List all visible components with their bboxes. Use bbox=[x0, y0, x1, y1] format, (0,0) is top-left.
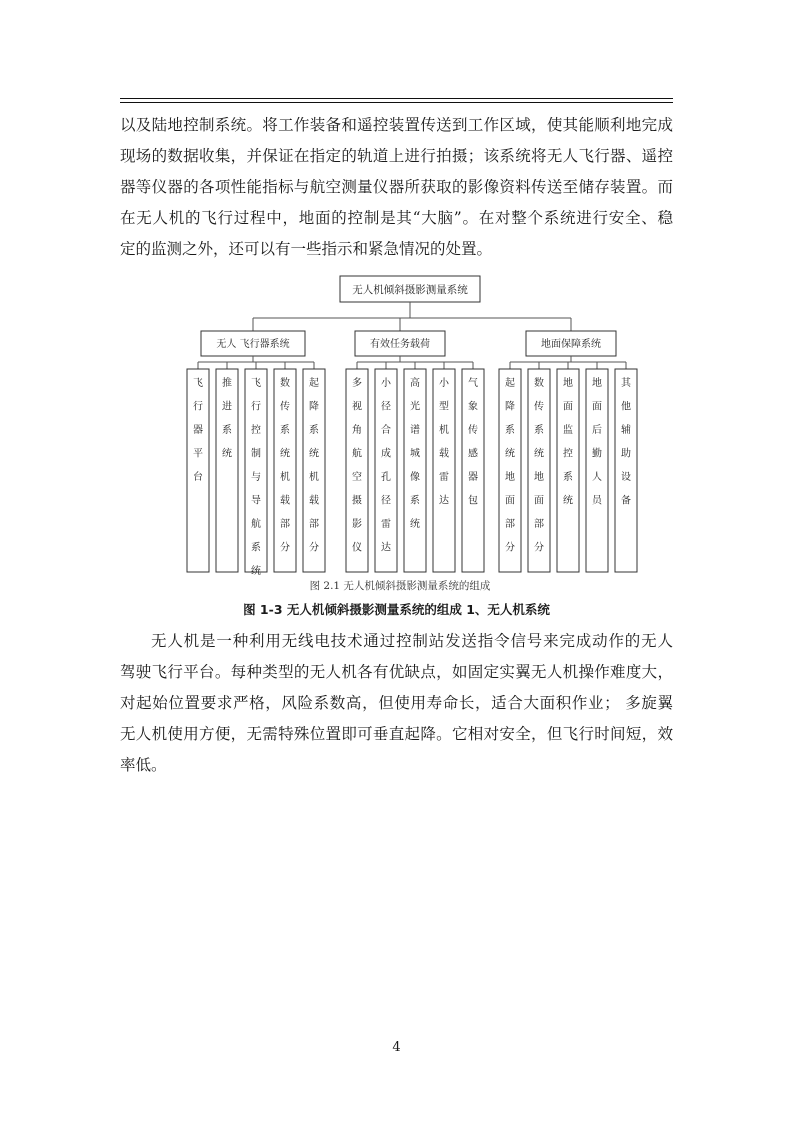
text-line: 无人机是一种利用无线电技术通过控制站发送指令信号来完成动作的无人 bbox=[151, 632, 673, 650]
leaf-label-char: 象 bbox=[468, 401, 478, 413]
leaf-label-char: 雷 bbox=[381, 519, 391, 530]
leaf-label-char: 制 bbox=[251, 448, 261, 460]
root-label: 无人机倾斜摄影测量系统 bbox=[352, 284, 468, 296]
leaf-label-char: 载 bbox=[439, 448, 449, 460]
leaf-label-char: 面 bbox=[534, 495, 544, 507]
leaf-label-char: 系 bbox=[410, 495, 420, 507]
leaf-label-char: 传 bbox=[534, 401, 544, 413]
leaf-label-char: 传 bbox=[468, 425, 478, 436]
leaf-label-char: 降 bbox=[309, 401, 319, 413]
leaf-label-char: 高 bbox=[410, 378, 420, 389]
leaf-label-char: 系 bbox=[280, 425, 290, 436]
leaf-label-char: 达 bbox=[439, 495, 449, 507]
text-line: 以及陆地控制系统。将工作装备和遥控装置传送到工作区域，使其能顺利地完成 bbox=[120, 116, 673, 134]
leaf-label-char: 系 bbox=[251, 542, 261, 554]
leaf-label-char: 传 bbox=[280, 401, 290, 413]
leaf-node bbox=[557, 369, 579, 572]
text-line: 器等仪器的各项性能指标与航空测量仪器所获取的影像资料传送至储存装置。而 bbox=[120, 178, 673, 196]
header-rule-bottom bbox=[120, 102, 673, 103]
leaf-label-char: 多 bbox=[352, 378, 362, 389]
leaf-label-char: 统 bbox=[251, 566, 261, 577]
text-line: 定的监测之外，还可以有一些指示和紧急情况的处置。 bbox=[120, 240, 493, 258]
group-label: 无人 飞行器系统 bbox=[216, 339, 290, 350]
leaf-label-char: 型 bbox=[439, 401, 449, 413]
leaf-label-char: 系 bbox=[534, 425, 544, 436]
leaf-label-char: 角 bbox=[352, 425, 362, 436]
text-line: 无人机使用方便，无需特殊位置即可垂直起降。它相对安全，但飞行时间短，效 bbox=[120, 725, 673, 743]
leaf-label-char: 数 bbox=[280, 378, 290, 389]
leaf-label-char: 视 bbox=[352, 401, 362, 413]
text-line: 现场的数据收集，并保证在指定的轨道上进行拍摄；该系统将无人飞行器、遥控 bbox=[120, 147, 673, 165]
leaf-label-char: 雷 bbox=[439, 472, 449, 483]
intro-paragraph bbox=[120, 110, 673, 265]
leaf-label-char: 面 bbox=[505, 495, 515, 507]
leaf-label-char: 面 bbox=[592, 401, 602, 413]
leaf-label-char: 包 bbox=[468, 495, 478, 507]
leaf-label-char: 影 bbox=[352, 519, 362, 530]
leaf-label-char: 感 bbox=[468, 448, 478, 460]
leaf-label-char: 小 bbox=[381, 378, 391, 389]
leaf-label-char: 统 bbox=[309, 448, 319, 460]
leaf-label-char: 载 bbox=[280, 495, 290, 507]
leaf-label-char: 统 bbox=[280, 448, 290, 460]
text-line: 率低。 bbox=[120, 756, 167, 774]
leaf-label-char: 面 bbox=[563, 401, 573, 413]
text-line: 驾驶飞行平台。每种类型的无人机各有优缺点，如固定实翼无人机操作难度大， bbox=[120, 663, 673, 681]
leaf-label-char: 航 bbox=[352, 448, 362, 460]
leaf-label-char: 系 bbox=[222, 425, 232, 436]
leaf-label-char: 人 bbox=[592, 472, 602, 483]
leaf-label-char: 分 bbox=[505, 542, 515, 554]
header-rule-top bbox=[120, 98, 673, 99]
group-label: 有效任务载荷 bbox=[370, 339, 430, 350]
page-number: 4 bbox=[392, 1040, 401, 1055]
leaf-label-char: 控 bbox=[563, 448, 573, 460]
leaf-label-char: 地 bbox=[563, 378, 573, 389]
leaf-label-char: 器 bbox=[468, 472, 478, 483]
leaf-label-char: 行 bbox=[251, 401, 261, 413]
leaf-label-char: 辅 bbox=[621, 425, 631, 436]
figure-caption: 图 1-3 无人机倾斜摄影测量系统的组成 1、无人机系统 bbox=[243, 602, 550, 617]
leaf-label-char: 成 bbox=[381, 448, 391, 460]
leaf-label-char: 监 bbox=[563, 425, 573, 436]
text-line: 对起始位置要求严格，风险系数高，但使用寿命长，适合大面积作业； 多旋翼 bbox=[120, 694, 673, 712]
leaf-label-char: 合 bbox=[381, 425, 391, 436]
leaf-label-char: 达 bbox=[381, 542, 391, 554]
leaf-label-char: 地 bbox=[505, 472, 515, 483]
system-composition-diagram bbox=[180, 276, 631, 594]
leaf-label-char: 统 bbox=[410, 519, 420, 530]
leaf-label-char: 部 bbox=[534, 519, 544, 530]
leaf-label-char: 进 bbox=[222, 401, 232, 413]
leaf-label-char: 助 bbox=[621, 448, 631, 460]
diagram-inner-caption: 图 2.1 无人机倾斜摄影测量系统的组成 bbox=[309, 580, 491, 592]
leaf-label-char: 机 bbox=[439, 425, 449, 436]
leaf-label-char: 飞 bbox=[251, 378, 261, 389]
leaf-label-char: 推 bbox=[222, 378, 232, 389]
leaf-label-char: 部 bbox=[280, 519, 290, 530]
leaf-node bbox=[404, 369, 426, 572]
leaf-label-char: 摄 bbox=[352, 495, 362, 507]
group-label: 地面保障系统 bbox=[541, 339, 601, 350]
leaf-label-char: 勤 bbox=[592, 448, 602, 460]
leaf-label-char: 台 bbox=[193, 472, 203, 483]
leaf-label-char: 统 bbox=[505, 448, 515, 460]
leaf-label-char: 起 bbox=[505, 378, 515, 389]
leaf-node bbox=[187, 369, 209, 572]
leaf-label-char: 机 bbox=[309, 472, 319, 483]
leaf-label-char: 备 bbox=[621, 495, 631, 507]
leaf-label-char: 谱 bbox=[410, 425, 420, 436]
leaf-label-char: 小 bbox=[439, 378, 449, 389]
leaf-label-char: 径 bbox=[381, 495, 391, 507]
leaf-label-char: 统 bbox=[534, 448, 544, 460]
leaf-label-char: 其 bbox=[621, 378, 631, 389]
leaf-node bbox=[462, 369, 484, 572]
leaf-node bbox=[433, 369, 455, 572]
leaf-label-char: 与 bbox=[251, 472, 261, 483]
leaf-label-char: 数 bbox=[534, 378, 544, 389]
leaf-label-char: 降 bbox=[505, 401, 515, 413]
leaf-label-char: 分 bbox=[280, 542, 290, 554]
leaf-label-char: 控 bbox=[251, 425, 261, 436]
leaf-label-char: 地 bbox=[592, 378, 602, 389]
leaf-label-char: 器 bbox=[193, 425, 203, 436]
leaf-label-char: 系 bbox=[505, 425, 515, 436]
leaf-label-char: 导 bbox=[251, 495, 261, 507]
leaf-label-char: 机 bbox=[280, 472, 290, 483]
leaf-label-char: 航 bbox=[251, 519, 261, 530]
leaf-label-char: 平 bbox=[193, 448, 203, 460]
leaf-node bbox=[586, 369, 608, 572]
leaf-label-char: 系 bbox=[563, 472, 573, 483]
leaf-label-char: 径 bbox=[381, 401, 391, 413]
leaf-label-char: 分 bbox=[534, 542, 544, 554]
leaf-label-char: 载 bbox=[309, 495, 319, 507]
leaf-label-char: 他 bbox=[621, 401, 631, 413]
leaf-label-char: 仪 bbox=[352, 542, 362, 554]
leaf-label-char: 设 bbox=[621, 472, 631, 483]
leaf-label-char: 统 bbox=[563, 495, 573, 507]
leaf-label-char: 统 bbox=[222, 448, 232, 460]
leaf-label-char: 光 bbox=[410, 401, 420, 413]
leaf-node bbox=[615, 369, 637, 572]
leaf-label-char: 分 bbox=[309, 542, 319, 554]
leaf-label-char: 员 bbox=[592, 495, 602, 507]
leaf-label-char: 起 bbox=[309, 378, 319, 389]
body-paragraph bbox=[120, 626, 673, 781]
leaf-label-char: 孔 bbox=[381, 472, 391, 483]
leaf-label-char: 部 bbox=[309, 519, 319, 530]
leaf-label-char: 气 bbox=[468, 378, 478, 389]
leaf-label-char: 地 bbox=[534, 472, 544, 483]
text-line: 在无人机的飞行过程中，地面的控制是其“大脑”。在对整个系统进行安全、稳 bbox=[120, 209, 673, 227]
leaf-label-char: 行 bbox=[193, 401, 203, 413]
leaf-label-char: 像 bbox=[410, 472, 420, 483]
leaf-label-char: 飞 bbox=[193, 378, 203, 389]
leaf-label-char: 部 bbox=[505, 519, 515, 530]
leaf-label-char: 系 bbox=[309, 425, 319, 436]
leaf-label-char: 城 bbox=[410, 448, 420, 460]
leaf-label-char: 空 bbox=[352, 472, 362, 483]
leaf-node bbox=[216, 369, 238, 572]
leaf-label-char: 后 bbox=[592, 425, 602, 436]
